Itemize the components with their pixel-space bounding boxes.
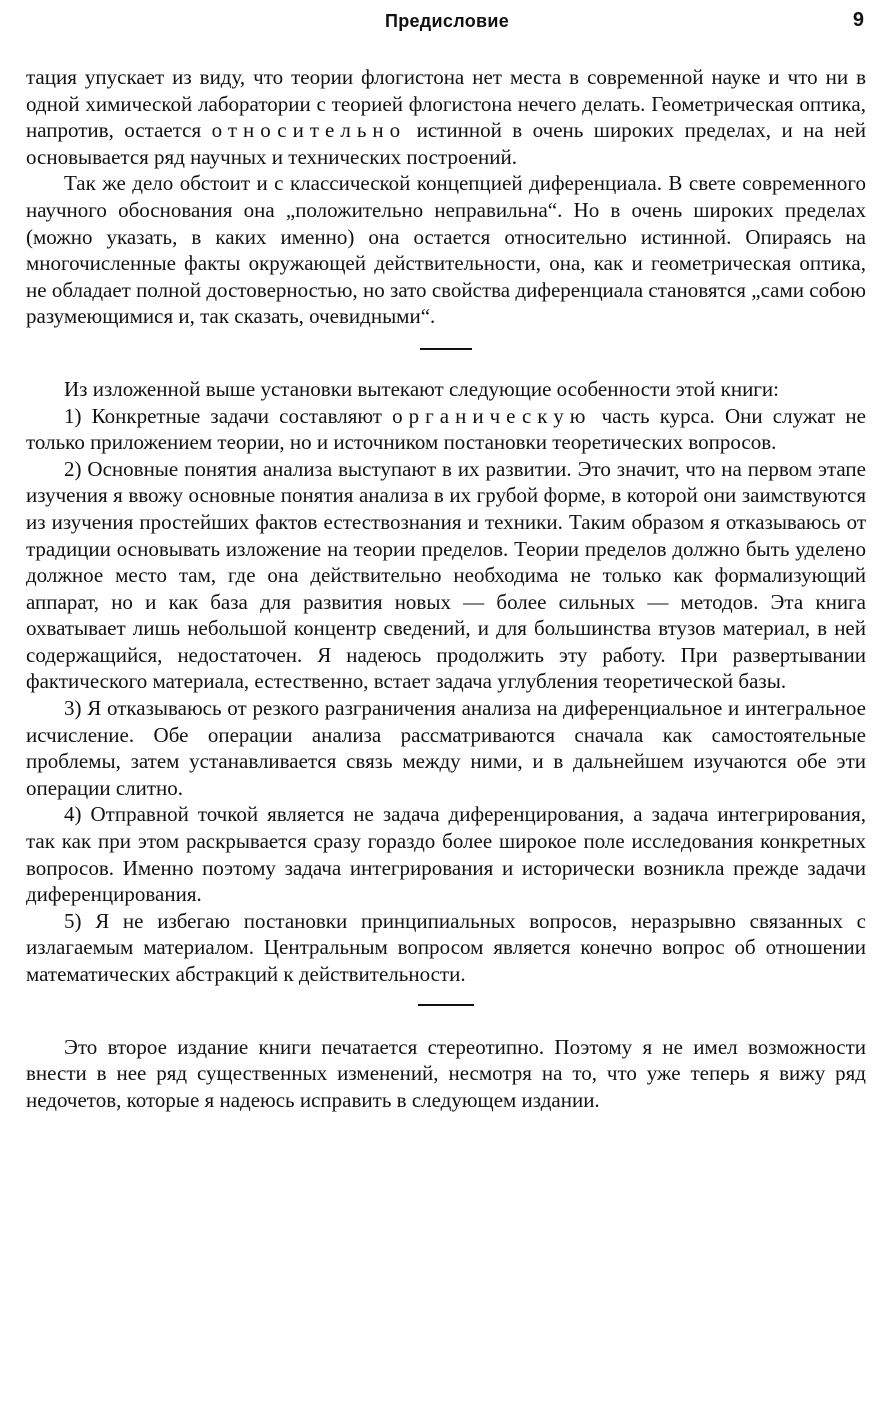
page-number: 9	[852, 9, 864, 31]
page-header	[26, 8, 868, 40]
body-text	[26, 64, 866, 1113]
list-item-1	[26, 403, 866, 456]
list-item-4: 4) Отправной точкой является не задача диференцирования, а задача интегрирования, так как при этом раскрывается сразу гораздо более широкое поле исследования конкретных вопросов. Именно поэтому задача интегрирования и исторически возникла прежде задачи диференцирования.	[26, 802, 866, 907]
list-item-2: 2) Основные понятия анализа выступают в их развитии. Это значит, что на первом этапе изучения я ввожу основные понятия анализа в их грубой форме, в которой они заимствуются из изучения простейших фактов естествознания и техники. Таким образом я отказываюсь от традиции основывать изложение на теории пределов. Теории пределов должно быть уделено должное место там, где она действительно необходима не только как формализующий аппарат, но и как база для развития новых — более сильных — методов. Эта книга охватывает лишь небольшой концентр сведений, и для большинства втузов материал, в ней содержащийся, недостаточен. Я надеюсь продолжить эту работу. При развертывании фактического материала, естественно, встает задача углубления теоретической базы.	[26, 456, 866, 694]
paragraph-differential: Так же дело обстоит и с классической концепцией диференциала. В свете современного научного обоснования она „положительно неправильна“. Но в очень широких пределах (можно указать, в каких именно) она остается относительно истинной. Опираясь на многочисленные факты окружающей действительности, она, как и геометрическая оптика, не обладает полной достоверностью, но зато свойства диференциала становятся „сами собою разумеющимися и, так сказать, очевидными“.	[26, 171, 866, 329]
running-title: Предисловие	[384, 11, 510, 31]
section-divider	[418, 1004, 474, 1006]
spaced-emphasis: относительно	[211, 118, 407, 143]
list-item-3: 3) Я отказываюсь от резкого разграничения анализа на диференциальное и интегральное исчисление. Обе операции анализа рассматриваются сначала как самостоятельные проблемы, затем устанавливается связь между ними, и в дальнейшем изучаются обе эти операции слитно.	[26, 696, 866, 800]
section-divider	[420, 348, 472, 350]
paragraph-text: 1) Конкретные задачи составляют	[64, 403, 393, 428]
spaced-emphasis: органическую	[392, 403, 592, 428]
paragraph-text: истинной в очень широких пределах, и на ней основывается ряд научных и технических построений.	[26, 118, 866, 169]
paragraph-text: часть курса. Они служат не только приложением теории, но и источником постановки теоретических вопросов.	[26, 403, 866, 455]
paragraph-text: тация упускает из виду, что теории флогистона нет места в современной науке и что ни в одной химической лаборатории с теорией флогистона нечего делать. Геометрическая оптика, напротив, остается	[26, 65, 866, 143]
paragraph-features-intro: Из изложенной выше установки вытекают следующие особенности этой книги:	[64, 376, 779, 401]
list-item-5: 5) Я не избегаю постановки принципиальных вопросов, неразрывно связанных с излагаемым материалом. Центральным вопросом является конечно вопрос об отношении математических абстракций к действительности.	[26, 908, 866, 986]
paragraph-continuation	[26, 64, 866, 170]
paragraph-second-edition-note: Это второе издание книги печатается стереотипно. Поэтому я не имел возможности внести в нее ряд существенных изменений, несмотря на то, что уже теперь я вижу ряд недочетов, которые я надеюсь исправить в следующем издании.	[26, 1034, 866, 1112]
